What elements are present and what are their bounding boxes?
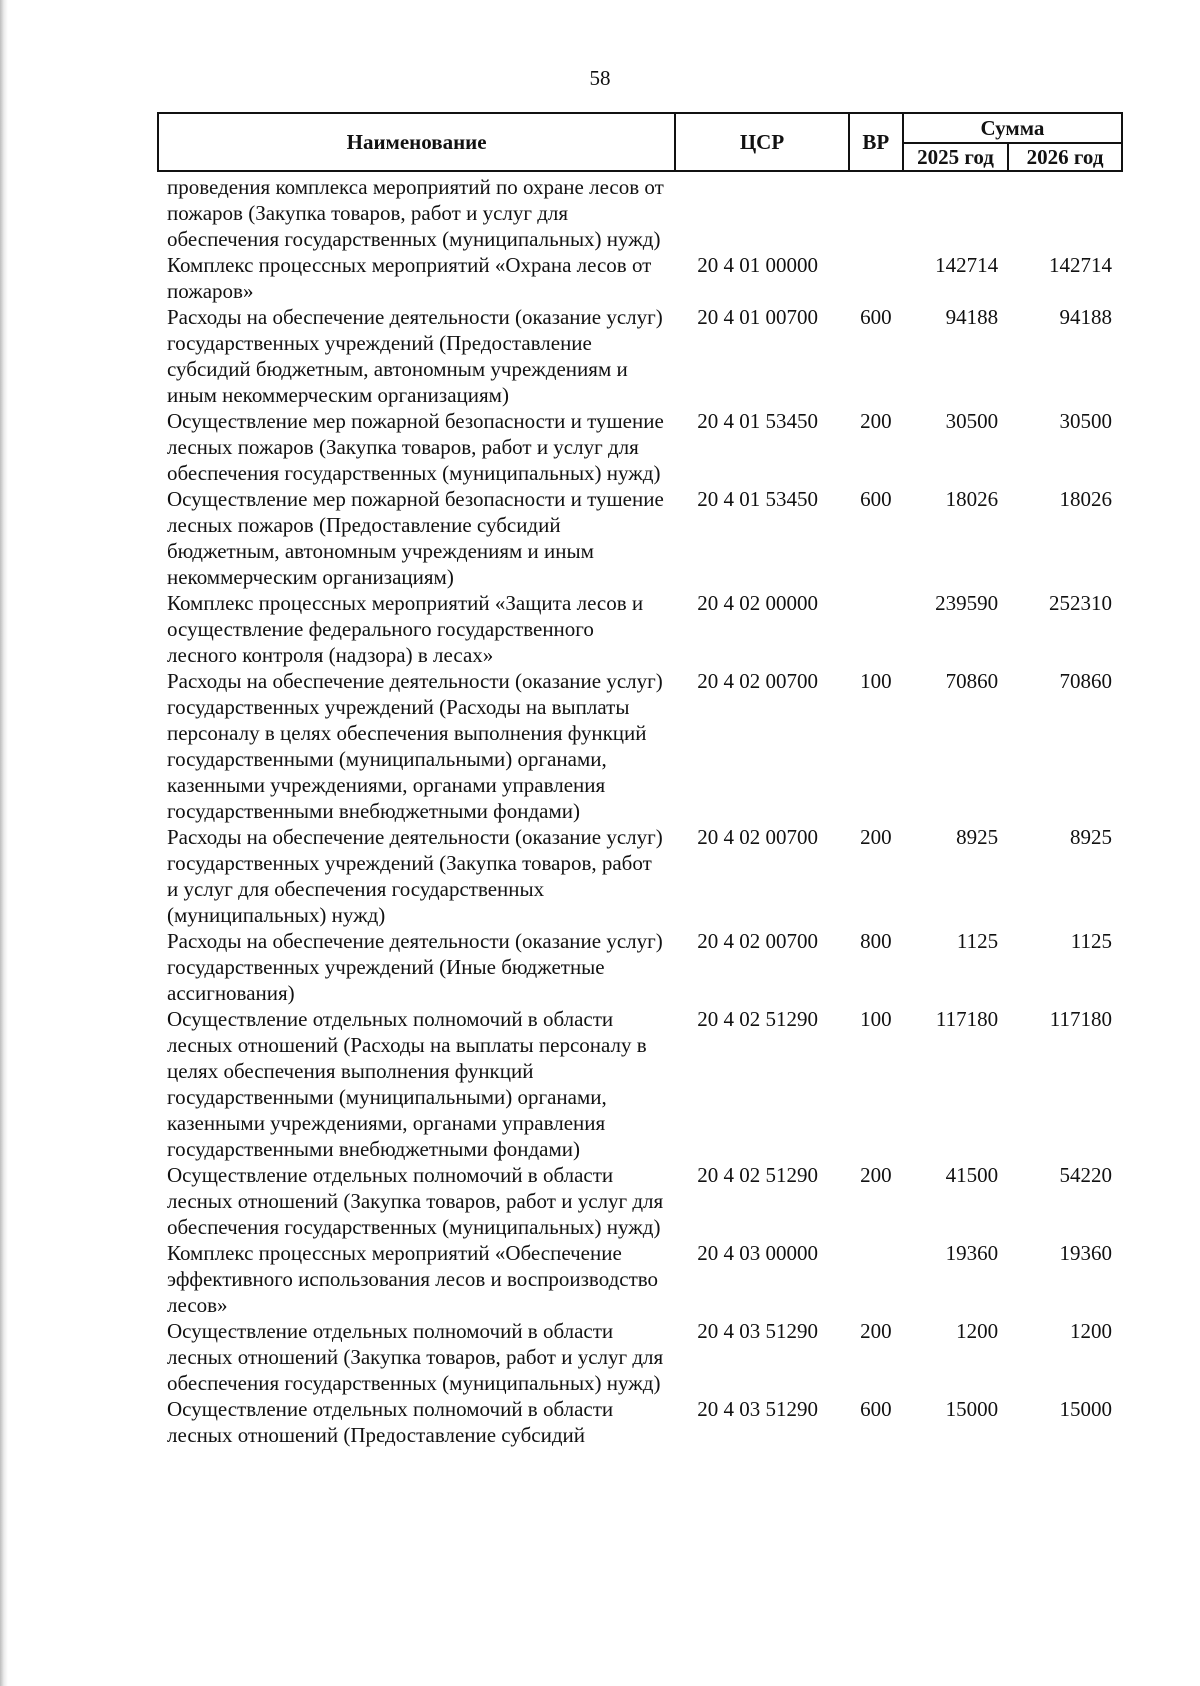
cell-2026: 117180 — [1049, 1007, 1112, 1031]
cell-name: Осуществление мер пожарной безопасности и тушение лесных пожаров (Предоставление субсидий бюджетным, автономным учреждениям и иным некоммерческим организациям) — [167, 487, 664, 589]
cell-name: Расходы на обеспечение деятельности (оказание услуг) государственных учреждений (Закупка товаров, работ и услуг для обеспечения государственных (муниципальных) нужд) — [167, 825, 663, 927]
table-row — [158, 1162, 1122, 1240]
cell-2025: 41500 — [945, 1163, 999, 1187]
cell-vr: 600 — [860, 487, 892, 511]
cell-name: Осуществление отдельных полномочий в области лесных отношений (Закупка товаров, работ и услуг для обеспечения государственных (муниципальных) нужд) — [167, 1319, 664, 1395]
cell-name: Осуществление отдельных полномочий в области лесных отношений (Закупка товаров, работ и услуг для обеспечения государственных (муниципальных) нужд) — [167, 1163, 664, 1239]
cell-csr: 20 4 02 51290 — [697, 1163, 818, 1187]
cell-vr: 200 — [860, 1319, 892, 1343]
table-row — [158, 1396, 1122, 1448]
cell-csr: 20 4 02 00700 — [697, 669, 818, 693]
cell-vr — [849, 252, 903, 304]
cell-2025: 30500 — [945, 409, 999, 433]
table-row — [158, 1006, 1122, 1162]
cell-csr: 20 4 03 51290 — [697, 1319, 818, 1343]
cell-name: Осуществление отдельных полномочий в области лесных отношений (Предоставление субсидий — [167, 1397, 614, 1447]
cell-2026: 15000 — [1059, 1397, 1112, 1421]
scan-edge — [0, 0, 8, 1686]
cell-csr: 20 4 01 00700 — [697, 305, 818, 329]
cell-2025: 239590 — [935, 591, 999, 615]
cell-name: Комплекс процессных мероприятий «Охрана лесов от пожаров» — [167, 253, 652, 303]
table-row — [158, 824, 1122, 928]
cell-name: Расходы на обеспечение деятельности (оказание услуг) государственных учреждений (Предоставление субсидий бюджетным, автономным учреждениям и иным некоммерческим организациям) — [167, 305, 663, 407]
cell-2026: 19360 — [1059, 1241, 1112, 1265]
cell-2026: 142714 — [1049, 253, 1112, 277]
cell-2025: 70860 — [945, 669, 999, 693]
cell-csr: 20 4 02 00000 — [697, 591, 818, 615]
cell-csr: 20 4 02 51290 — [697, 1007, 818, 1031]
header-vr: ВР — [849, 113, 903, 171]
table-header — [158, 113, 1122, 171]
table-row — [158, 928, 1122, 1006]
cell-csr: 20 4 01 00000 — [697, 253, 818, 277]
header-name: Наименование — [158, 113, 675, 171]
cell-vr: 100 — [860, 669, 892, 693]
table-row — [158, 252, 1122, 304]
header-sum: Сумма — [903, 113, 1122, 143]
header-year-2025: 2025 год — [903, 143, 1008, 171]
budget-table — [157, 112, 1123, 1448]
table-row — [158, 408, 1122, 486]
table-row — [158, 1318, 1122, 1396]
cell-2025: 1125 — [956, 929, 999, 953]
cell-name: проведения комплекса мероприятий по охране лесов от пожаров (Закупка товаров, работ и услуг для обеспечения государственных (муниципальных) нужд) — [167, 175, 664, 251]
cell-csr: 20 4 03 51290 — [697, 1397, 818, 1421]
cell-2025: 1200 — [956, 1319, 999, 1343]
cell-vr: 200 — [860, 409, 892, 433]
budget-table-container — [157, 112, 1123, 1448]
cell-name: Осуществление отдельных полномочий в области лесных отношений (Расходы на выплаты персоналу в целях обеспечения выполнения функций государственными (муниципальными) органами, казенными учреждениями, органами управления государственными внебюджетными фондами) — [167, 1007, 647, 1161]
cell-2025: 19360 — [945, 1241, 999, 1265]
cell-2025 — [903, 171, 1008, 252]
cell-2026: 30500 — [1059, 409, 1112, 433]
cell-2026: 18026 — [1059, 487, 1112, 511]
cell-2026 — [1008, 171, 1122, 252]
cell-2026: 252310 — [1049, 591, 1112, 615]
cell-name: Расходы на обеспечение деятельности (оказание услуг) государственных учреждений (Иные бюджетные ассигнования) — [167, 929, 663, 1005]
cell-2026: 8925 — [1070, 825, 1112, 849]
cell-2025: 94188 — [945, 305, 999, 329]
cell-csr: 20 4 02 00700 — [697, 929, 818, 953]
cell-vr: 600 — [860, 305, 892, 329]
cell-vr: 100 — [860, 1007, 892, 1031]
cell-2025: 8925 — [956, 825, 999, 849]
cell-2025: 117180 — [935, 1007, 999, 1031]
cell-csr: 20 4 03 00000 — [697, 1241, 818, 1265]
cell-csr: 20 4 01 53450 — [697, 487, 818, 511]
cell-2026: 94188 — [1059, 305, 1112, 329]
cell-csr: 20 4 01 53450 — [697, 409, 818, 433]
table-row — [158, 668, 1122, 824]
table-row — [158, 590, 1122, 668]
cell-2026: 1125 — [1070, 929, 1112, 953]
header-year-2026: 2026 год — [1008, 143, 1122, 171]
cell-2026: 54220 — [1059, 1163, 1112, 1187]
table-row — [158, 171, 1122, 252]
cell-2026: 1200 — [1070, 1319, 1112, 1343]
cell-csr — [675, 171, 848, 252]
page-number: 58 — [589, 66, 611, 90]
header-csr: ЦСР — [675, 113, 848, 171]
cell-vr: 200 — [860, 825, 892, 849]
table-row — [158, 486, 1122, 590]
cell-vr: 800 — [860, 929, 892, 953]
cell-2025: 15000 — [945, 1397, 999, 1421]
cell-name: Осуществление мер пожарной безопасности и тушение лесных пожаров (Закупка товаров, работ и услуг для обеспечения государственных (муниципальных) нужд) — [167, 409, 664, 485]
cell-vr — [849, 590, 903, 668]
cell-2025: 18026 — [945, 487, 999, 511]
cell-vr — [849, 171, 903, 252]
cell-csr: 20 4 02 00700 — [697, 825, 818, 849]
cell-2025: 142714 — [935, 253, 999, 277]
cell-2026: 70860 — [1059, 669, 1112, 693]
cell-name: Расходы на обеспечение деятельности (оказание услуг) государственных учреждений (Расходы на выплаты персоналу в целях обеспечения выполнения функций государственными (муниципальными) органами, казенными учреждениями, органами управления государственными внебюджетными фондами) — [167, 669, 663, 823]
table-row — [158, 1240, 1122, 1318]
cell-name: Комплекс процессных мероприятий «Обеспечение эффективного использования лесов и воспроизводство лесов» — [167, 1241, 659, 1317]
table-row — [158, 304, 1122, 408]
cell-vr: 200 — [860, 1163, 892, 1187]
cell-vr — [849, 1240, 903, 1318]
cell-vr: 600 — [860, 1397, 892, 1421]
cell-name: Комплекс процессных мероприятий «Защита лесов и осуществление федерального государственного лесного контроля (надзора) в лесах» — [167, 591, 644, 667]
table-body — [158, 171, 1122, 1448]
